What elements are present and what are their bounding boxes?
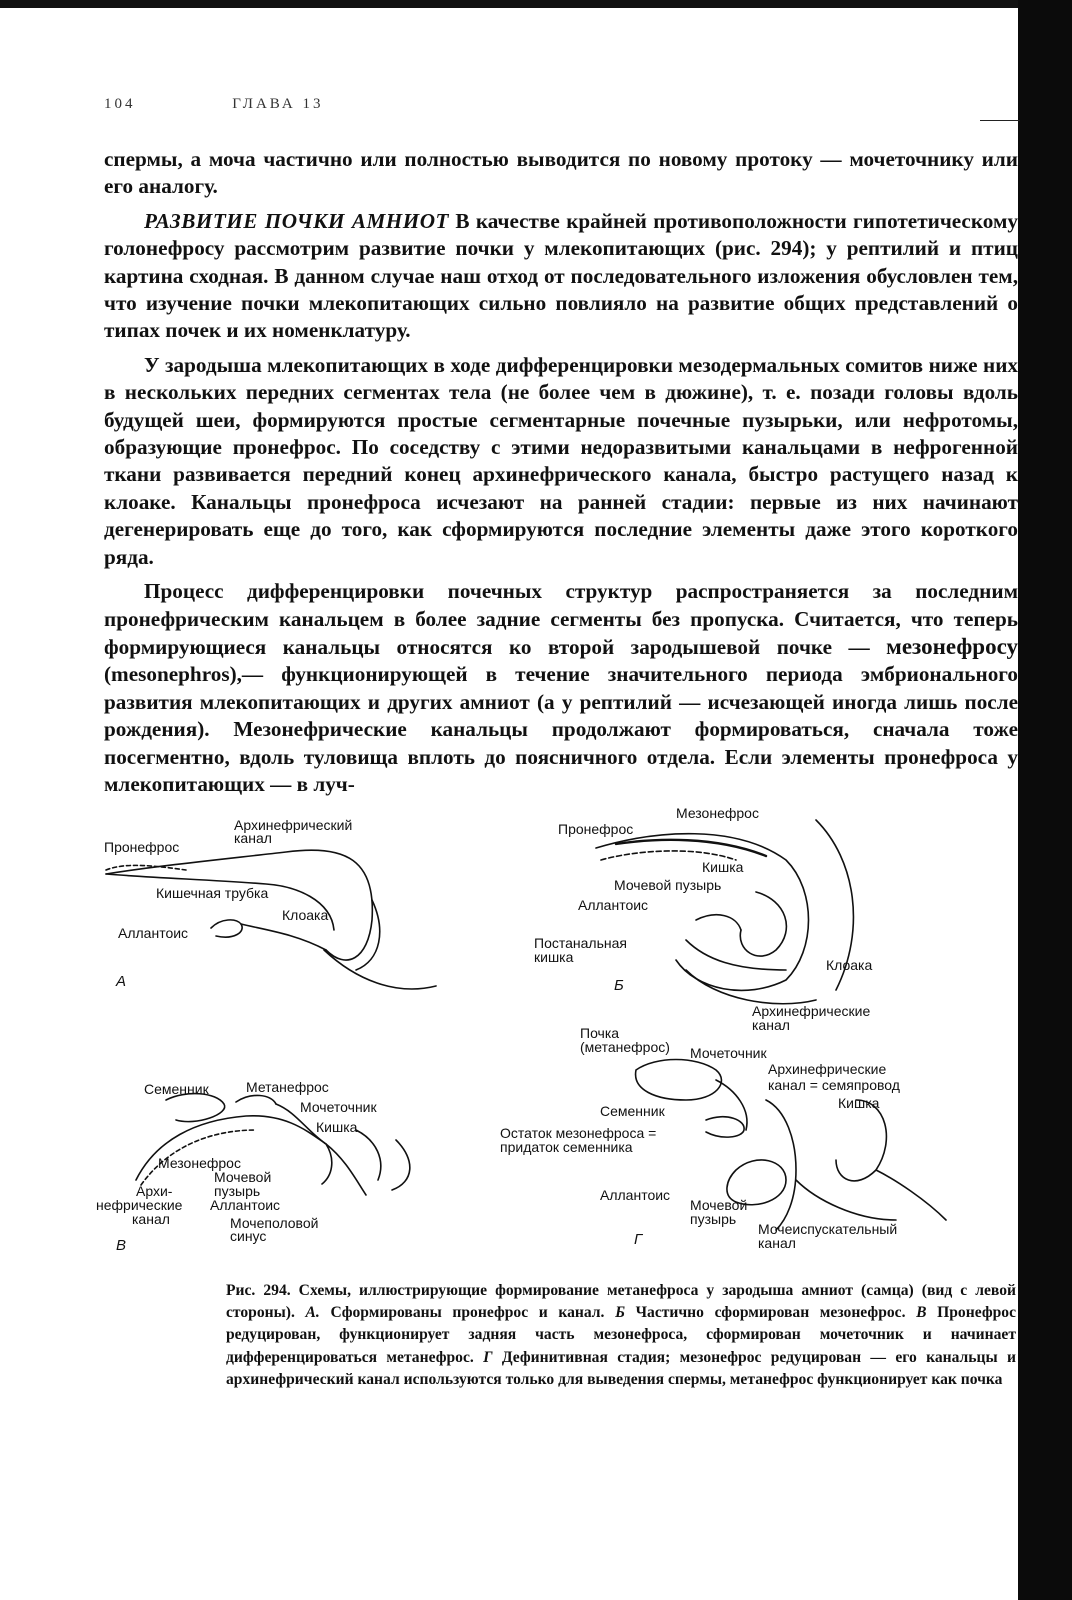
- term-mesonephros: мезонефросу: [886, 633, 1018, 659]
- label-v-gut: Кишка: [316, 1119, 358, 1135]
- label-g-archi-1: Архинефрические: [768, 1061, 887, 1077]
- caption-label: Рис. 294.: [226, 1282, 291, 1299]
- label-b-archi-2: канал: [752, 1017, 790, 1033]
- label-g-urethra-2: канал: [758, 1235, 796, 1251]
- panel-a-letter: А: [116, 973, 127, 990]
- scan-right-edge: [1018, 0, 1072, 1600]
- label-b-mesonephros: Мезонефрос: [676, 805, 759, 821]
- label-b-cloaca: Клоака: [826, 957, 873, 973]
- caption-text-5: Дефинитивная стадия; мезонефрос редуцирован — его канальцы и архинефрический канал используются только для выведения спермы, метанефрос функционирует как почка: [226, 1348, 1016, 1388]
- label-g-gut: Кишка: [838, 1095, 880, 1111]
- paragraph-3: У зародыша млекопитающих в ходе дифференцировки мезодермальных сомитов ниже них в нескольких передних сегментах тела (не более чем в дюжине), т. е. позади головы вдоль будущей шеи, формируются простые сегментарные почечные пузырьки, или нефротомы, образующие пронефрос. По соседству с этими недоразвитыми канальцами в нефрогенной ткани развивается передний конец архинефрического канала, быстро растущего назад к клоаке. Канальцы пронефроса исчезают на ранней стадии: первые из них начинают дегенерировать еще до того, как сформируются последние элементы даже этого короткого ряда.: [104, 352, 1018, 569]
- figure-294: [96, 800, 1016, 1280]
- scan-top-edge: [0, 0, 1072, 8]
- label-g-kidney-2: (метанефрос): [580, 1039, 670, 1055]
- label-b-gut: Кишка: [702, 859, 744, 875]
- label-g-allantois: Аллантоис: [600, 1187, 671, 1203]
- caption-letter-a: А.: [305, 1304, 320, 1322]
- page-number: 104: [104, 96, 136, 112]
- panel-v-letter: В: [116, 1237, 127, 1254]
- caption-text-2: Сформированы пронефрос и канал.: [319, 1304, 616, 1322]
- label-b-postanal-2: кишка: [534, 949, 574, 965]
- label-v-archi-2: нефрические: [96, 1197, 183, 1213]
- label-v-metanephros: Метанефрос: [246, 1079, 329, 1095]
- label-v-ureter: Мочеточник: [300, 1099, 377, 1115]
- label-b-bladder: Мочевой пузырь: [614, 877, 722, 893]
- section-title: РАЗВИТИЕ ПОЧКИ АМНИОТ: [144, 208, 449, 233]
- label-v-allantois: Аллантоис: [210, 1197, 281, 1213]
- panel-b-letter: Б: [614, 977, 624, 994]
- label-b-allantois: Аллантоис: [578, 897, 649, 913]
- label-b-pronephros: Пронефрос: [558, 821, 634, 837]
- label-g-urethra-1: Мочеиспускательный: [758, 1221, 898, 1237]
- label-v-archi-1: Архи-: [136, 1183, 173, 1199]
- label-g-kidney-1: Почка: [580, 1025, 620, 1041]
- label-a-pronephros: Пронефрос: [104, 839, 180, 855]
- body-text: [104, 146, 1018, 798]
- label-b-archi-1: Архинефрические: [752, 1003, 871, 1019]
- label-a-gut: Кишечная трубка: [156, 885, 269, 901]
- label-g-testis: Семенник: [600, 1103, 665, 1119]
- label-a-allantois: Аллантоис: [118, 925, 189, 941]
- paragraph-2: [104, 208, 1018, 345]
- paragraph-1: спермы, а моча частично или полностью выводится по новому протоку — мочеточнику или его аналогу.: [104, 147, 1018, 199]
- panel-a-drawing: [106, 850, 436, 989]
- header-rule: [980, 120, 1020, 121]
- label-v-bladder-1: Мочевой: [214, 1169, 272, 1185]
- label-g-bladder-1: Мочевой: [690, 1197, 748, 1213]
- paragraph-4-text-a: Процесс дифференцировки почечных структур распространяется за последним пронефрическим канальцем в более задние сегменты без пропуска. Считается, что теперь формирующиеся канальцы относятся ко второй зародышевой почке —: [104, 579, 1018, 659]
- figure-caption: [226, 1280, 1016, 1391]
- panel-g-letter: Г: [634, 1231, 643, 1248]
- label-v-archi-3: канал: [132, 1211, 170, 1227]
- label-a-archi-1: Архинефрический: [234, 817, 353, 833]
- label-v-sinus-2: синус: [230, 1228, 267, 1244]
- label-v-bladder-2: пузырь: [214, 1183, 261, 1199]
- caption-letter-v: В: [916, 1304, 927, 1322]
- caption-text-4: Пронефрос редуцирован, функционирует задняя часть мезонефроса, сформирован мочеточник и начинает дифференцироваться метанефрос.: [226, 1304, 1017, 1366]
- caption-letter-b: Б: [615, 1304, 625, 1322]
- caption-letter-g: Г: [483, 1348, 493, 1366]
- caption-text-1: Схемы, иллюстрирующие формирование метанефроса у зародыша амниот (самца) (вид с левой стороны).: [226, 1282, 1016, 1322]
- paragraph-4-text-b: (mesonephros),— функционирующей в течение значительного периода эмбрионального развития млекопитающих и других амниот (а у рептилий — исчезающей иногда лишь после рождения). Мезонефрические канальцы продолжают формироваться, сначала тоже посегментно, вдоль туловища вплоть до поясничного отдела. Если элементы пронефроса у млекопитающих — в луч-: [104, 662, 1018, 796]
- label-a-cloaca: Клоака: [282, 907, 329, 923]
- label-g-ureter: Мочеточник: [690, 1045, 767, 1061]
- label-g-remnant-2: придаток семенника: [500, 1139, 633, 1155]
- label-g-remnant-1: Остаток мезонефроса =: [500, 1125, 657, 1141]
- running-head: [104, 96, 323, 113]
- label-a-archi-2: канал: [234, 830, 272, 846]
- label-v-mesonephros: Мезонефрос: [158, 1155, 241, 1171]
- figure-diagram: [96, 800, 1016, 1280]
- paragraph-2-text: В качестве крайней противоположности гипотетическому голонефросу рассмотрим развитие почки у млекопитающих (рис. 294); у рептилий и птиц картина сходная. В данном случае наш отход от последовательного изложения обусловлен тем, что изучение почки млекопитающих сильно повлияло на развитие общих представлений о типах почек и их номенклатуру.: [104, 208, 1018, 343]
- label-v-testis: Семенник: [144, 1081, 209, 1097]
- label-v-sinus-1: Мочеполовой: [230, 1215, 319, 1231]
- label-g-archi-2: канал = семяпровод: [768, 1077, 900, 1093]
- label-g-bladder-2: пузырь: [690, 1211, 737, 1227]
- chapter-title: ГЛАВА 13: [232, 96, 324, 112]
- caption-text-3: Частично сформирован мезонефрос.: [624, 1304, 917, 1322]
- label-b-postanal-1: Постанальная: [534, 935, 627, 951]
- paragraph-4: [104, 578, 1018, 798]
